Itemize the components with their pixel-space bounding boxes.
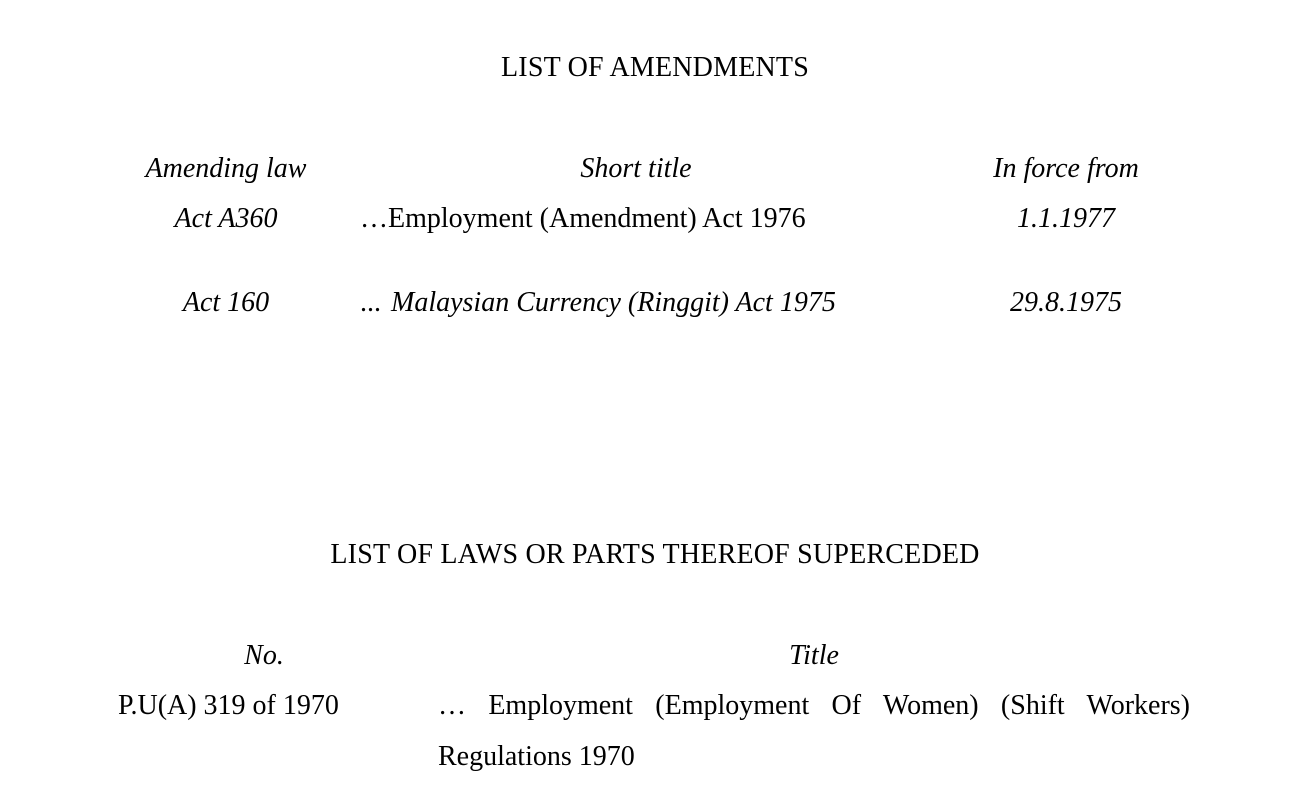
superceded-row-1-title-line-2: Regulations 1970 xyxy=(438,741,635,772)
amendments-heading: LIST OF AMENDMENTS xyxy=(500,52,810,83)
amendment-row-2-date: 29.8.1975 xyxy=(1010,287,1122,318)
superceded-heading: LIST OF LAWS OR PARTS THEREOF SUPERCEDED xyxy=(330,539,980,570)
no-header: No. xyxy=(244,640,284,671)
amendment-row-1-law: Act A360 xyxy=(174,203,278,234)
superceded-row-1-title: Employment (Employment Of Women) (Shift Workers) xyxy=(488,690,1190,721)
short-title-header: Short title xyxy=(580,153,692,184)
title-header: Title xyxy=(789,640,839,671)
amendment-row-1-title: Employment (Amendment) Act 1976 xyxy=(388,203,806,234)
leader-dots: ... xyxy=(360,287,381,318)
amendment-row-2-title: Malaysian Currency (Ringgit) Act 1975 xyxy=(391,287,836,318)
amendment-row-2-law: Act 160 xyxy=(182,287,270,318)
leader-dots: … xyxy=(360,203,388,234)
leader-dots: … xyxy=(438,690,466,721)
in-force-from-header: In force from xyxy=(993,153,1139,184)
superceded-row-1-title-line-1 xyxy=(438,692,1190,720)
amendment-row-1-date: 1.1.1977 xyxy=(1017,203,1115,234)
amendment-row-2-title-cell xyxy=(360,289,836,317)
amending-law-header: Amending law xyxy=(145,153,307,184)
superceded-row-1-no: P.U(A) 319 of 1970 xyxy=(118,690,339,721)
amendment-row-1-title-cell xyxy=(360,205,806,233)
